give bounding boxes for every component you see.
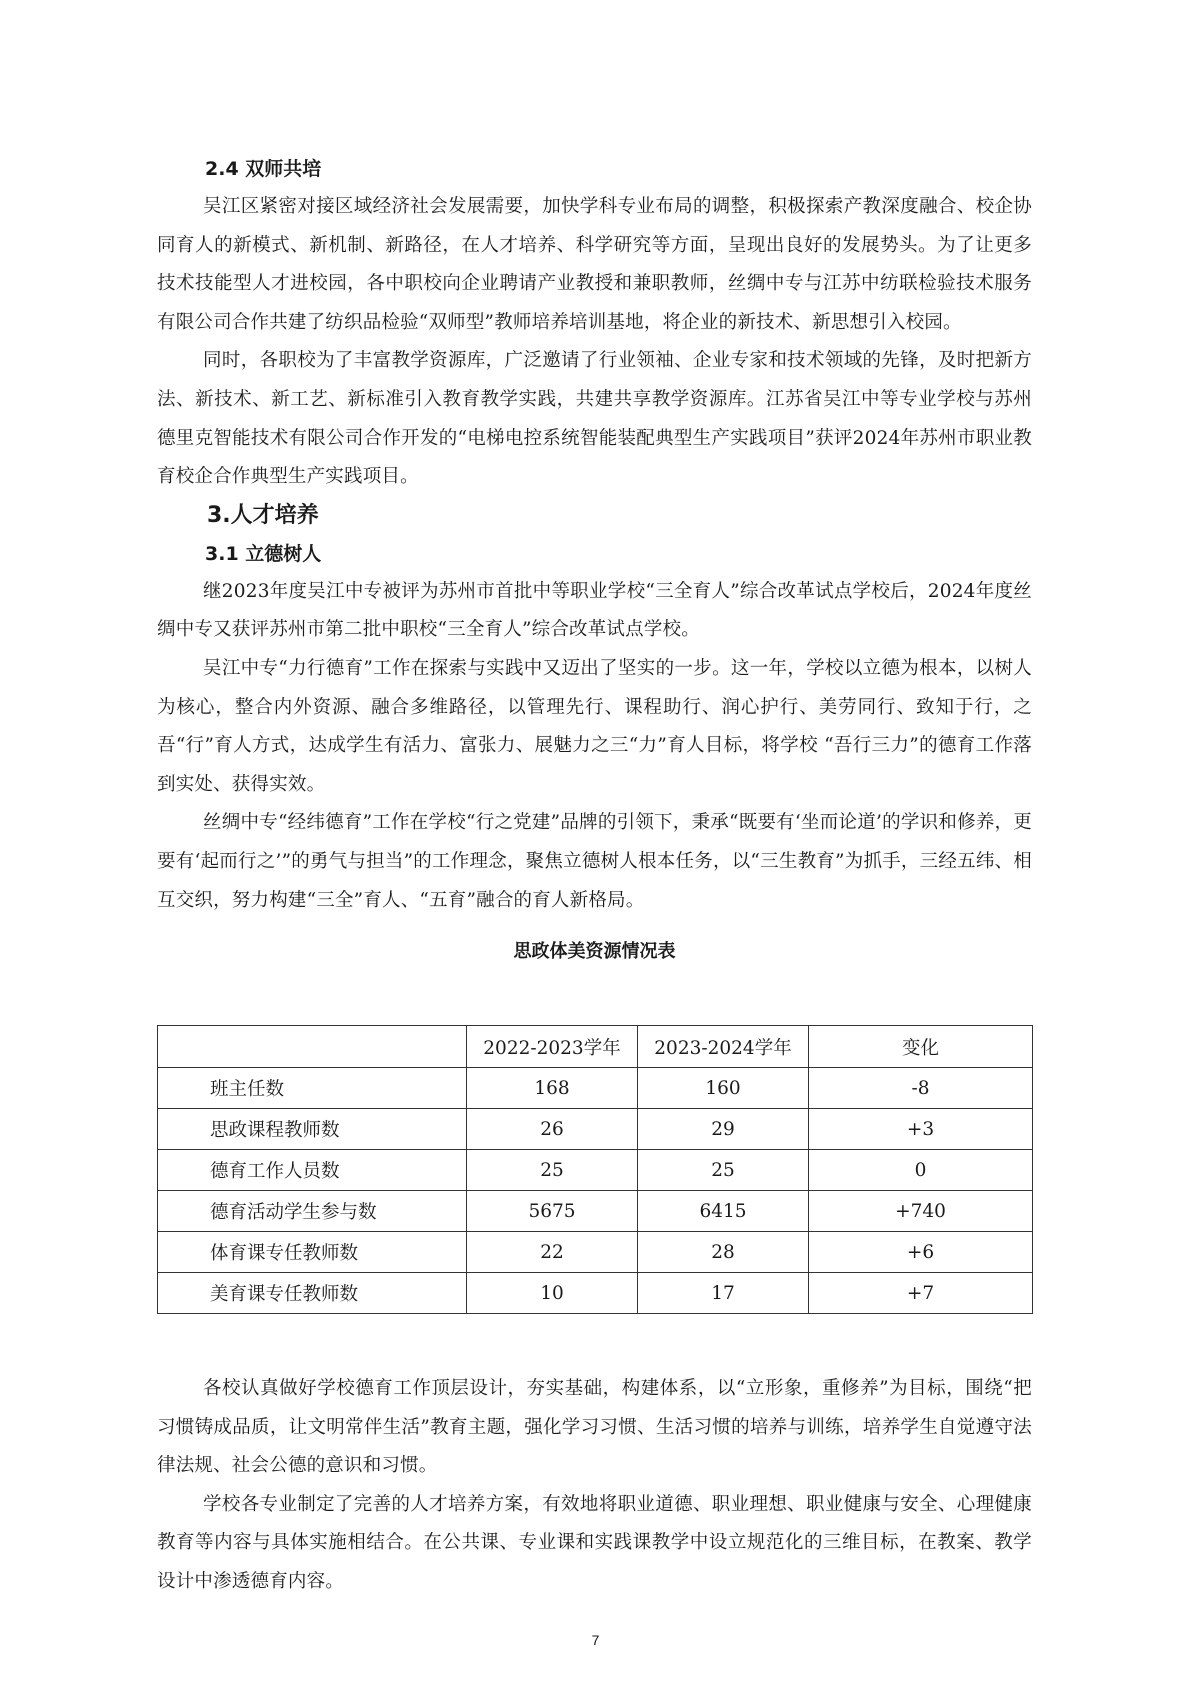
paragraph: 丝绸中专“经纬德育”工作在学校“行之党建”品牌的引领下，秉承“既要有‘坐而论道’的学识和修养，更要有‘起而行之’”的勇气与担当”的工作理念，聚焦立德树人根本任务，以“三生教育”为抓手，三经五纬、相互交织，努力构建“三全”育人、“五育”融合的育人新格局。 <box>157 812 1032 911</box>
table-caption: 思政体美资源情况表 <box>513 941 676 963</box>
table-cell: 10 <box>467 1273 638 1314</box>
table-cell: 班主任数 <box>158 1068 467 1109</box>
section-heading-3: 3.人才培养 <box>207 502 319 528</box>
table-header-cell: 变化 <box>809 1026 1033 1068</box>
table-header-cell <box>158 1026 467 1068</box>
table-cell: 168 <box>467 1068 638 1109</box>
table-cell: +3 <box>809 1109 1033 1150</box>
table-cell: 德育活动学生参与数 <box>158 1191 467 1232</box>
table-cell: 17 <box>638 1273 809 1314</box>
main-content <box>157 150 1032 970</box>
table-row <box>158 1068 1033 1109</box>
paragraph: 学校各专业制定了完善的人才培养方案，有效地将职业道德、职业理想、职业健康与安全、心理健康教育等内容与具体实施相结合。在公共课、专业课和实践课教学中设立规范化的三维目标，在教案、教学设计中渗透德育内容。 <box>157 1493 1032 1592</box>
table-row <box>158 1232 1033 1273</box>
table-cell: +7 <box>809 1273 1033 1314</box>
page-number: 7 <box>591 1632 600 1648</box>
table-cell: +740 <box>809 1191 1033 1232</box>
paragraph: 继2023年度吴江中专被评为苏州市首批中等职业学校“三全育人”综合改革试点学校后，2024年度丝绸中专又获评苏州市第二批中职校“三全育人”综合改革试点学校。 <box>157 580 1032 641</box>
table-row <box>158 1191 1033 1232</box>
table-cell: 德育工作人员数 <box>158 1150 467 1191</box>
table-cell: 0 <box>809 1150 1033 1191</box>
paragraph: 各校认真做好学校德育工作顶层设计，夯实基础，构建体系，以“立形象，重修养”为目标，围绕“把习惯铸成品质，让文明常伴生活”教育主题，强化学习习惯、生活习惯的培养与训练，培养学生自觉遵守法律法规、社会公德的意识和习惯。 <box>157 1378 1032 1477</box>
table-cell: 体育课专任教师数 <box>158 1232 467 1273</box>
table-header-row <box>158 1026 1033 1068</box>
table-header-cell: 2023-2024学年 <box>638 1026 809 1068</box>
table-row <box>158 1150 1033 1191</box>
table-cell: 思政课程教师数 <box>158 1109 467 1150</box>
table-cell: 25 <box>467 1150 638 1191</box>
table-cell: 5675 <box>467 1191 638 1232</box>
table-cell: 26 <box>467 1109 638 1150</box>
table-cell: -8 <box>809 1068 1033 1109</box>
paragraph: 吴江中专“力行德育”工作在探索与实践中又迈出了坚实的一步。这一年，学校以立德为根本，以树人为核心，整合内外资源、融合多维路径，以管理先行、课程助行、润心护行、美劳同行、致知于行，之吾“行”育人方式，达成学生有活力、富张力、展魅力之三“力”育人目标，将学校 “吾行三力”的德育工作落到实处、获得实效。 <box>157 657 1032 795</box>
table-cell: 22 <box>467 1232 638 1273</box>
table-cell: 29 <box>638 1109 809 1150</box>
table-row <box>158 1109 1033 1150</box>
section-heading-2-4: 2.4 双师共培 <box>205 158 322 180</box>
table-row <box>158 1273 1033 1314</box>
paragraph: 吴江区紧密对接区域经济社会发展需要，加快学科专业布局的调整，积极探索产教深度融合、校企协同育人的新模式、新机制、新路径，在人才培养、科学研究等方面，呈现出良好的发展势头。为了让更多技术技能型人才进校园，各中职校向企业聘请产业教授和兼职教师，丝绸中专与江苏中纺联检验技术服务有限公司合作共建了纺织品检验“双师型”教师培养培训基地，将企业的新技术、新思想引入校园。 <box>157 196 1032 333</box>
table-cell: 25 <box>638 1150 809 1191</box>
table-header-cell: 2022-2023学年 <box>467 1026 638 1068</box>
table-cell: 美育课专任教师数 <box>158 1273 467 1314</box>
closing-content <box>157 1370 1032 1602</box>
table-cell: +6 <box>809 1232 1033 1273</box>
resource-table <box>157 1025 1033 1314</box>
section-heading-3-1: 3.1 立德树人 <box>205 542 322 565</box>
table-cell: 6415 <box>638 1191 809 1232</box>
paragraph: 同时，各职校为了丰富教学资源库，广泛邀请了行业领袖、企业专家和技术领域的先锋，及时把新方法、新技术、新工艺、新标准引入教育教学实践，共建共享教学资源库。江苏省吴江中等专业学校与苏州德里克智能技术有限公司合作开发的“电梯电控系统智能装配典型生产实践项目”获评2024年苏州市职业教育校企合作典型生产实践项目。 <box>157 350 1032 488</box>
table-cell: 160 <box>638 1068 809 1109</box>
table-cell: 28 <box>638 1232 809 1273</box>
